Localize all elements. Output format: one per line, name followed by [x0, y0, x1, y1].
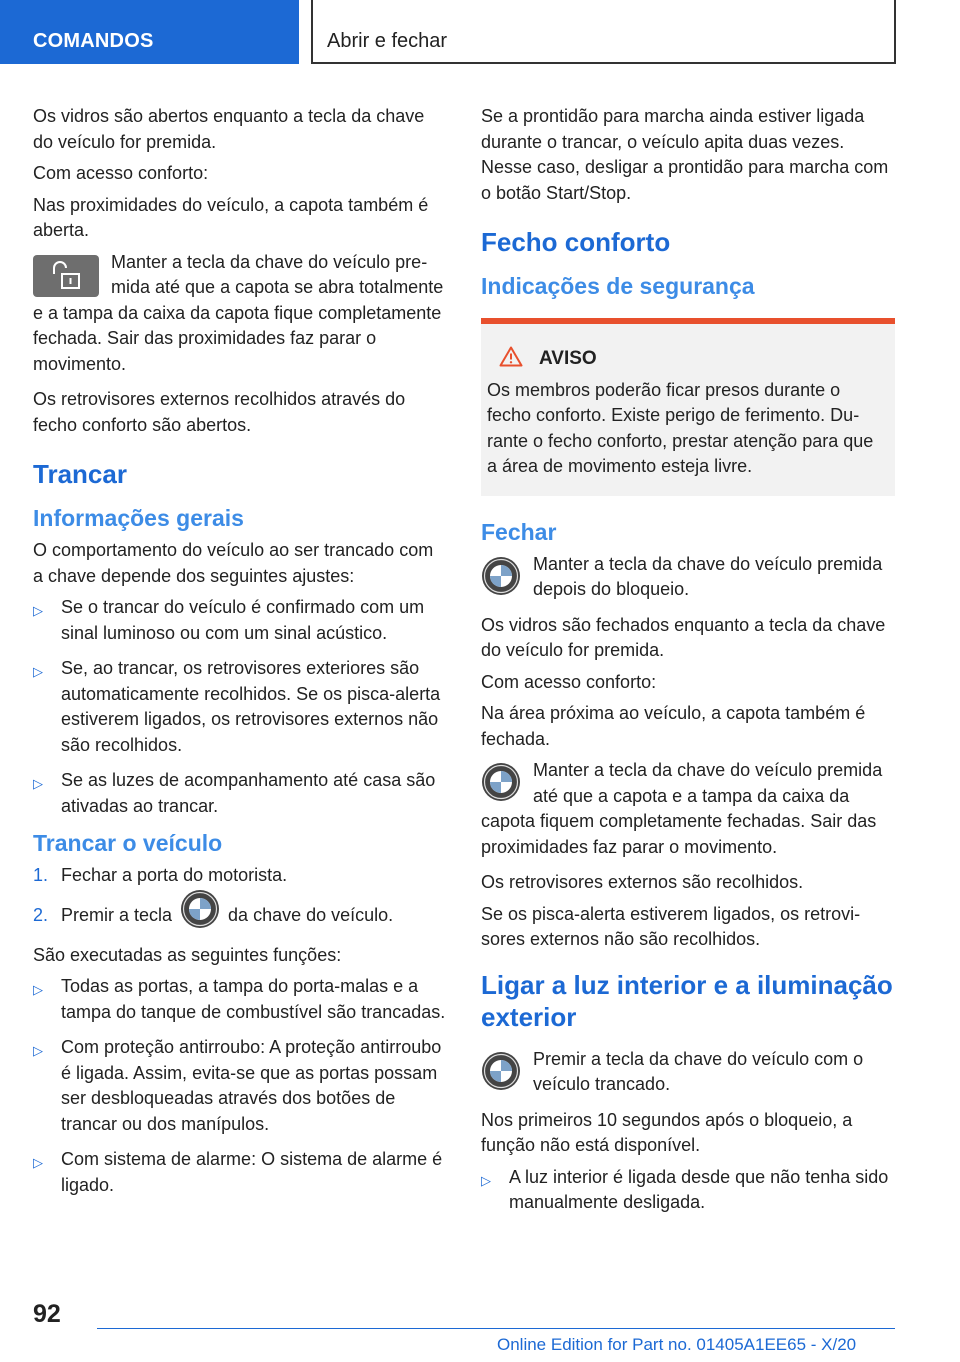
footer-edition: Online Edition for Part no. 01405A1EE65 - X/20	[497, 1335, 857, 1354]
paragraph: São executadas as seguintes funções:	[33, 944, 342, 965]
triangle-bullet-icon: ▷	[481, 1172, 491, 1188]
paragraph: Com acesso conforto:	[481, 671, 657, 692]
triangle-bullet-icon: ▷	[33, 603, 43, 618]
unlock-key-icon	[33, 255, 99, 297]
warning-text: Os membros poderão ficar presos durante o fecho conforto. Existe perigo de ferimento. Durante o fecho conforto, prestar atenção para que a área de movimento esteja livre.	[487, 379, 874, 476]
heading-luz-interior: Ligar a luz interior e a iluminação exterior	[481, 969, 893, 1032]
close-instruction	[481, 552, 895, 603]
list-item: ▷ Se as luzes de acompanhamento até casa são ativadas ao trancar.	[33, 770, 436, 816]
warning-title: AVISO	[487, 346, 885, 372]
light-list	[481, 1165, 895, 1216]
triangle-bullet-icon: ▷	[33, 776, 43, 791]
heading-trancar-veiculo: Trancar o veículo	[33, 830, 223, 856]
paragraph: Se os pisca-alerta estiverem ligados, os retrovisores externos não são recolhidos.	[481, 903, 861, 949]
paragraph: Os retrovisores externos recolhidos através do fecho conforto são abertos.	[33, 389, 406, 435]
bmw-key-icon	[481, 762, 521, 802]
heading-informacoes-gerais: Informações gerais	[33, 505, 244, 531]
list-item: ▷ Se, ao trancar, os retrovisores exteriores são automaticamente recolhidos. Se os pisca-alerta estiverem ligados, os retrovisores externos não são recolhidos.	[33, 658, 441, 755]
footer-divider	[97, 1328, 895, 1329]
right-column	[481, 104, 895, 1226]
heading-trancar: Trancar	[33, 459, 127, 489]
list-item: ▷ A luz interior é ligada desde que não tenha sido manualmente desligada.	[481, 1166, 889, 1212]
triangle-bullet-icon: ▷	[33, 1043, 43, 1059]
paragraph: Premir a tecla da chave do veículo com o veículo trancado.	[533, 1048, 864, 1094]
paragraph: Manter a tecla da chave do veículo premida depois do bloqueio.	[533, 553, 883, 599]
warning-triangle-icon	[499, 346, 523, 367]
list-item: ▷ Se o trancar do veículo é confirmado com um sinal luminoso ou com um sinal acústico.	[33, 597, 425, 643]
paragraph: Se a prontidão para marcha ainda estiver ligada durante o trancar, o veículo apita duas vezes. Nesse caso, desligar a prontidão para marcha com o botão Start/Stop.	[481, 106, 889, 203]
page-number: 92	[33, 1300, 61, 1328]
chapter-header	[311, 0, 896, 64]
steps-list	[33, 863, 447, 929]
list-item: ▷ Com sistema de alarme: O sistema de alarme é ligado.	[33, 1149, 443, 1195]
paragraph: Os vidros são fechados enquanto a tecla da chave do veículo for premida.	[481, 614, 886, 660]
settings-list	[33, 595, 447, 819]
functions-list	[33, 974, 447, 1198]
paragraph: Nas proximidades do veículo, a capota também é aberta.	[33, 194, 429, 240]
paragraph: Nos primeiros 10 segundos após o bloqueio, a função não está disponível.	[481, 1109, 853, 1155]
bmw-key-icon	[481, 556, 521, 596]
step-item: 2. Premir a tecla da chave do veículo.	[33, 903, 447, 929]
left-column	[33, 104, 447, 1208]
section-title: COMANDOS	[33, 30, 154, 52]
list-item: ▷ Com proteção antirroubo: A proteção antirroubo é ligada. Assim, evita-se que as portas possam ser desbloqueadas através dos botões de trancar ou dos manípulos.	[33, 1037, 442, 1134]
paragraph: Manter a tecla da chave do veículo premida até que a capota se abra totalmente e a tampa da caixa da capota fique completamente fechada. Sair das proximidades faz parar o movimento.	[33, 251, 444, 374]
triangle-bullet-icon: ▷	[33, 982, 43, 998]
heading-fecho-conforto: Fecho conforto	[481, 227, 671, 257]
paragraph: O comportamento do veículo ao ser trancado com a chave depende dos seguintes ajustes:	[33, 540, 434, 586]
paragraph: Com acesso conforto:	[33, 163, 209, 183]
heading-fechar: Fechar	[481, 518, 557, 545]
chapter-title: Abrir e fechar	[327, 30, 448, 52]
triangle-bullet-icon: ▷	[33, 1155, 43, 1171]
paragraph: Os vidros são abertos enquanto a tecla da chave do veículo for premida.	[33, 106, 425, 152]
section-tab	[0, 0, 299, 64]
paragraph: Manter a tecla da chave do veículo premida até que a capota e a tampa da caixa da capota fiquem completamente fechadas. Sair das proximidades faz parar o movimento.	[481, 760, 883, 857]
heading-indicacoes-seguranca: Indicações de segurança	[481, 273, 755, 299]
step-item: 1. Fechar a porta do motorista.	[33, 865, 288, 885]
list-item: ▷ Todas as portas, a tampa do porta-malas e a tampa do tanque de combustível são trancadas.	[33, 976, 446, 1022]
light-instruction	[481, 1047, 895, 1098]
paragraph: Os retrovisores externos são recolhidos.	[481, 872, 804, 892]
close-comfort-instruction	[481, 758, 895, 860]
bmw-key-icon	[481, 1051, 521, 1091]
warning-box	[481, 318, 895, 496]
paragraph: Na área próxima ao veículo, a capota também é fechada.	[481, 703, 866, 749]
triangle-bullet-icon: ▷	[33, 664, 43, 679]
unlock-instruction	[33, 250, 447, 378]
bmw-key-icon	[180, 889, 220, 929]
